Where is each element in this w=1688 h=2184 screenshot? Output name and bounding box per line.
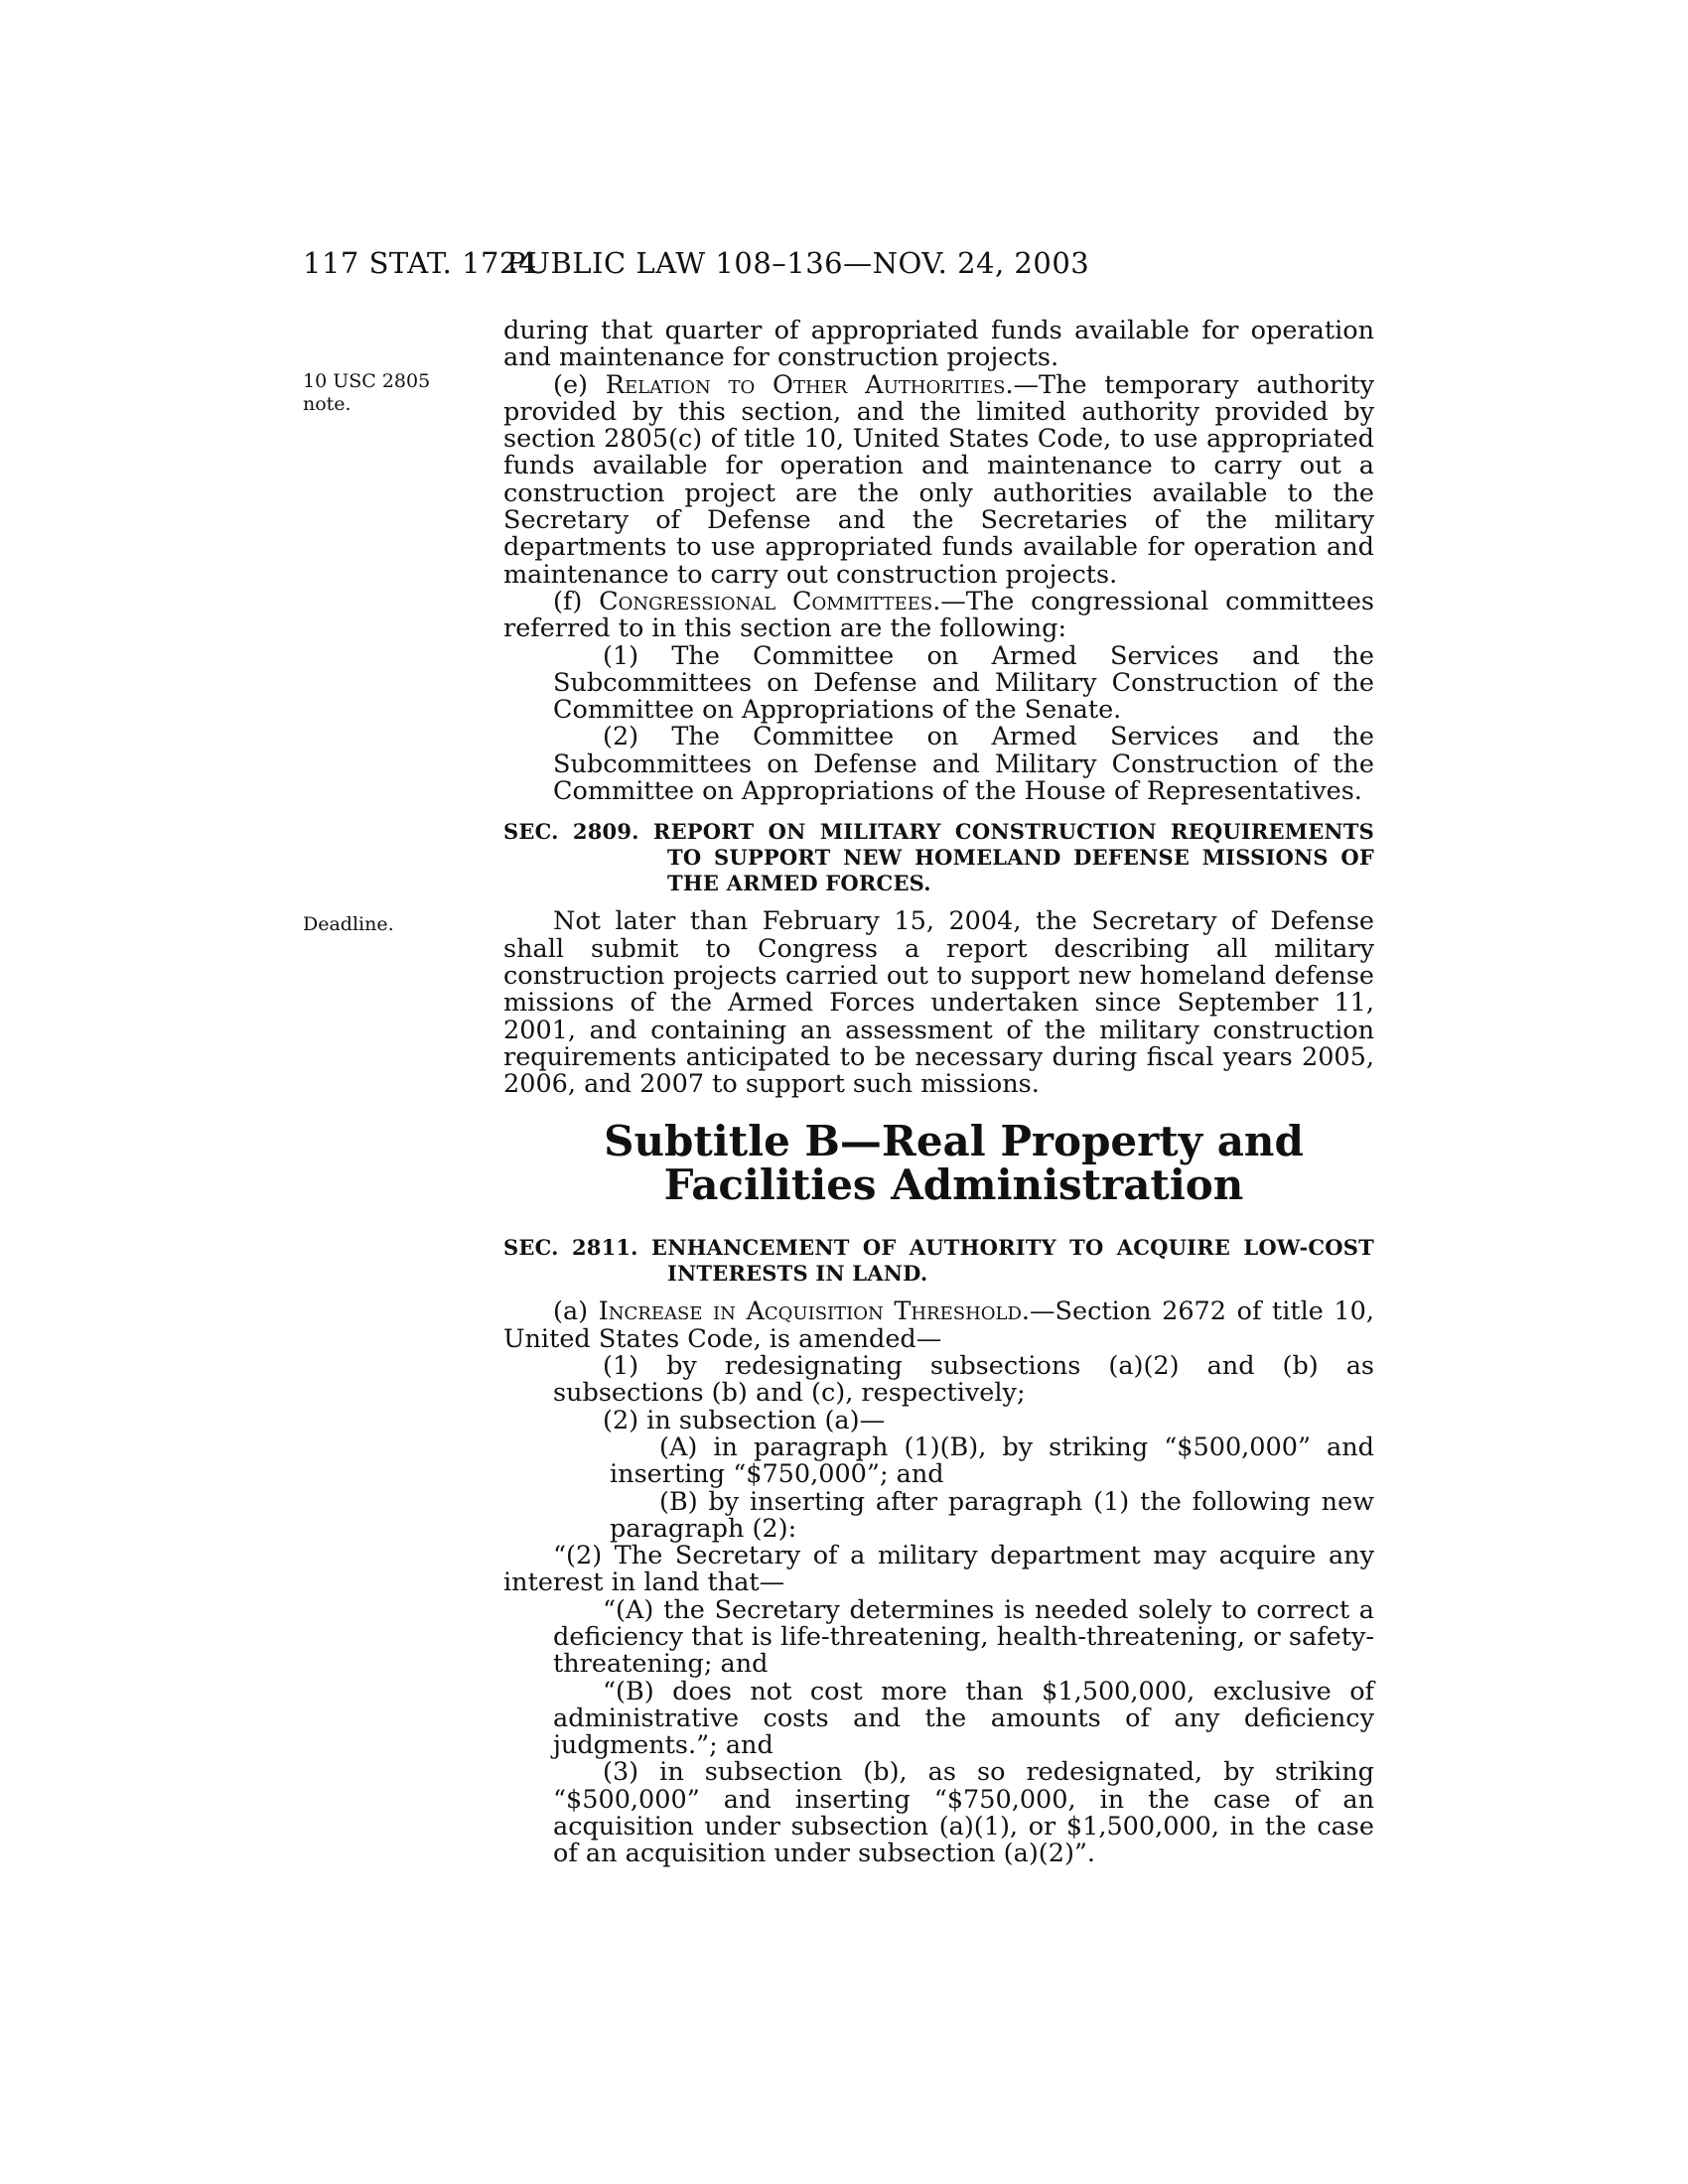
subsection-f-text: .—The congressional committees referred to in this section are the following: xyxy=(503,586,1374,644)
body-text xyxy=(503,318,1374,1868)
list-item: (A) in paragraph (1)(B), by striking “$500,000” and inserting “$750,000”; and xyxy=(610,1432,1374,1490)
page-reference: 117 STAT. 1724 xyxy=(303,246,537,280)
quoted-item: “(A) the Secretary determines is needed solely to correct a deficiency that is life-threatening, health-threatening, or safety-threatening; and xyxy=(553,1594,1374,1680)
paragraph-continuation: during that quarter of appropriated funds available for operation and maintenance for construction projects. xyxy=(503,316,1374,373)
subsection-e-heading: Relation to Other Authorities xyxy=(605,369,1006,400)
subsection-a-label: (a) xyxy=(553,1297,599,1327)
list-item: (2) The Committee on Armed Services and the Subcommittees on Defense and Military Construction of the Committee on Appropriations of the House of Representatives. xyxy=(553,722,1374,807)
subsection-a xyxy=(503,1298,1374,1353)
quoted-paragraph: “(2) The Secretary of a military department may acquire any interest in land that— xyxy=(503,1541,1374,1598)
subsection-e xyxy=(503,369,1374,590)
margin-note-usc xyxy=(303,370,430,416)
margin-note-usc-line1: 10 USC 2805 xyxy=(303,370,431,392)
section-2809-text: Not later than February 15, 2004, the Secretary of Defense shall submit to Congress a report describing all military construction projects carried out to support new homeland defense missions of the Armed Forces undertaken since September 11, 2001, and containing an assessment of the military construction requirements anticipated to be necessary during fiscal years 2005, 2006, and 2007 to support such missions. xyxy=(503,906,1374,1100)
section-2809-heading: SEC. 2809. REPORT ON MILITARY CONSTRUCTION REQUIREMENTS TO SUPPORT NEW HOMELAND DEFENSE MISSIONS OF THE ARMED FORCES. xyxy=(503,819,1374,896)
subsection-f-heading: Congressional Committees xyxy=(599,586,933,616)
quoted-item: “(B) does not cost more than $1,500,000, exclusive of administrative costs and the amounts of any deficiency judgments.”; and xyxy=(553,1676,1374,1761)
margin-note-deadline: Deadline. xyxy=(303,913,394,935)
running-head: PUBLIC LAW 108–136—NOV. 24, 2003 xyxy=(506,246,1090,280)
subsection-a-text: .—Section 2672 of title 10, United States Code, is amended— xyxy=(503,1297,1374,1354)
subsection-e-label: (e) xyxy=(553,369,606,400)
list-item: (1) The Committee on Armed Services and the Subcommittees on Defense and Military Construction of the Committee on Appropriations of the Senate. xyxy=(553,640,1374,726)
subsection-a-heading: Increase in Acquisition Threshold xyxy=(598,1297,1022,1327)
margin-note-usc-line2: note. xyxy=(303,393,352,415)
list-item: (2) in subsection (a)— xyxy=(603,1405,886,1435)
list-item: (B) by inserting after paragraph (1) the following new paragraph (2): xyxy=(610,1486,1374,1544)
list-item: (3) in subsection (b), as so redesignated, by striking “$500,000” and inserting “$750,000, in the case of an acquisition under subsection (a)(1), or $1,500,000, in the case of an acquisition under subsection (a)(2)”. xyxy=(553,1757,1374,1869)
subtitle-heading: Subtitle B—Real Property and Facilities Administration xyxy=(604,1117,1304,1210)
list-item: (1) by redesignating subsections (a)(2) and (b) as subsections (b) and (c), respectively; xyxy=(553,1351,1374,1409)
subsection-e-text: .—The temporary authority provided by this section, and the limited authority provided by section 2805(c) of title 10, United States Code, to use appropriated funds available for operation and maintenance to carry out a construction project are the only authorities available to the Secretary of Defense and the Secretaries of the military departments to use appropriated funds available for operation and maintenance to carry out construction projects. xyxy=(503,369,1374,590)
subsection-f xyxy=(503,586,1374,644)
section-2811-heading: SEC. 2811. ENHANCEMENT OF AUTHORITY TO ACQUIRE LOW-COST INTERESTS IN LAND. xyxy=(503,1235,1374,1287)
subsection-f-label: (f) xyxy=(553,586,600,616)
